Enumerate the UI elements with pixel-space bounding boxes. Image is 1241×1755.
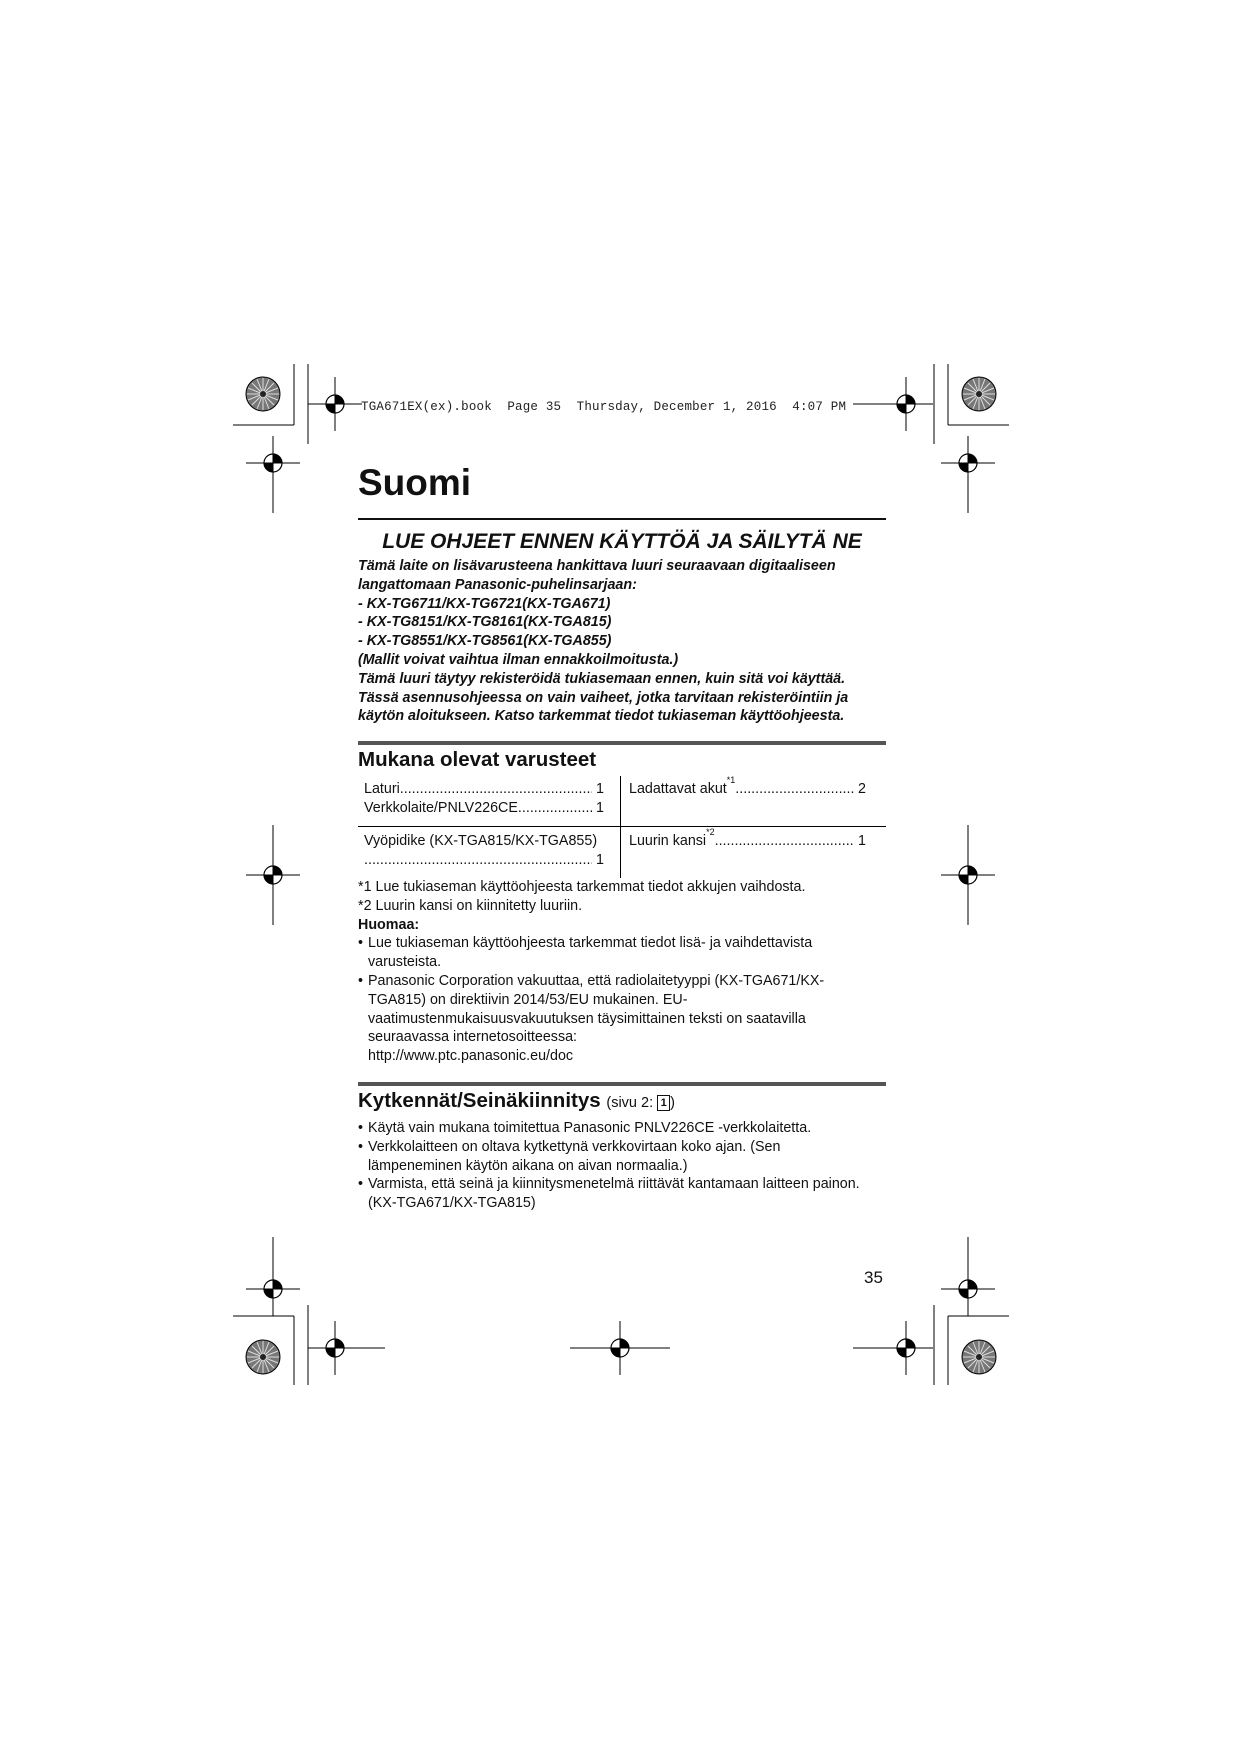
accessory-name: Laturi — [364, 781, 400, 797]
accessory-qty: 1 — [596, 781, 604, 797]
accessory-name: Ladattavat akut — [629, 781, 727, 797]
section-rule — [358, 741, 886, 745]
table-row-divider — [358, 826, 886, 827]
accessory-qty: 1 — [858, 833, 866, 849]
page-number: 35 — [864, 1268, 883, 1287]
intro-line: käytön aloitukseen. Katso tarkemmat tiedot tukiaseman käyttöohjeesta. — [358, 708, 845, 725]
page-title: Suomi — [358, 462, 472, 503]
print-header: TGA671EX(ex).book Page 35 Thursday, December 1, 2016 4:07 PM — [361, 400, 847, 414]
note-bullet: • Lue tukiaseman käyttöohjeesta tarkemmat tiedot lisä- ja vaihdettavista varusteista. — [358, 934, 898, 972]
intro-line: Tämä luuri täytyy rekisteröidä tukiasemaan ennen, kuin sitä voi käyttää. — [358, 670, 846, 687]
table-divider — [620, 776, 621, 878]
page-reference: (sivu 2: 1 ) — [606, 1095, 675, 1111]
accessory-item — [364, 832, 604, 851]
footnote-ref: *2 — [706, 827, 715, 837]
accessory-name: Vyöpidike (KX-TGA815/KX-TGA855) — [364, 833, 598, 849]
warning-heading: LUE OHJEET ENNEN KÄYTTÖÄ JA SÄILYTÄ NE — [382, 530, 862, 553]
connection-bullet: • Käytä vain mukana toimitettua Panasonic PNLV226CE -verkkolaitetta. — [358, 1119, 898, 1138]
connection-bullet: • Varmista, että seinä ja kiinnitysmenetelmä riittävät kantamaan laitteen painon. (KX-TGA671/KX-TGA815) — [358, 1175, 898, 1213]
intro-line: langattomaan Panasonic-puhelinsarjaan: — [358, 576, 637, 593]
accessory-cell — [629, 827, 866, 851]
registration-crosshair-icon — [308, 377, 362, 431]
footnote: *1 Lue tukiaseman käyttöohjeesta tarkemmat tiedot akkujen vaihdosta. — [358, 879, 806, 895]
accessory-name: Luurin kansi — [629, 833, 707, 849]
accessory-qty: 1 — [596, 851, 604, 868]
registration-rosette-icon — [962, 1340, 996, 1374]
accessory-item — [629, 827, 866, 851]
registration-rosette-icon — [246, 377, 280, 411]
figure-number-box: 1 — [657, 1095, 670, 1111]
connections-title: Kytkennät/Seinäkiinnitys (sivu 2: 1 ) — [358, 1089, 675, 1112]
accessory-cell — [629, 775, 866, 799]
accessory-qty: 1 — [596, 799, 604, 816]
intro-line: Tämä laite on lisävarusteena hankittava luuri seuraavaan digitaaliseen — [358, 558, 836, 574]
intro-line: Tässä asennusohjeessa on vain vaiheet, jotka tarvitaan rekisteröintiin ja — [358, 689, 849, 706]
accessory-name: Verkkolaite/PNLV226CE — [364, 799, 518, 816]
footnote: *2 Luurin kansi on kiinnitetty luuriin. — [358, 897, 583, 914]
accessory-cell — [364, 832, 604, 869]
intro-text — [358, 557, 898, 726]
registration-rosette-icon — [962, 377, 996, 411]
accessory-qty: 2 — [858, 781, 866, 797]
accessory-cell — [364, 780, 604, 817]
url-text: http://www.ptc.panasonic.eu/doc — [368, 1048, 574, 1065]
title-rule — [358, 518, 886, 520]
footnote-ref: *1 — [726, 775, 736, 785]
intro-line: - KX-TG8551/KX-TG8561(KX-TGA855) — [358, 633, 612, 650]
accessory-item — [364, 799, 604, 818]
note-label: Huomaa: — [358, 916, 420, 933]
accessory-item — [629, 775, 866, 799]
accessories-notes — [358, 878, 898, 1066]
section-rule — [358, 1082, 886, 1086]
accessory-item — [364, 780, 604, 799]
note-bullet: • Panasonic Corporation vakuuttaa, että radiolaitetyyppi (KX-TGA671/KX- TGA815) on direktiivin 2014/53/EU mukainen. EU- vaatimustenmukaisuusvakuutuksen täysimittainen teksti on saatavilla seuraavassa internetosoitteessa: http://www.ptc.panasonic.eu/doc — [358, 972, 898, 1066]
intro-line: - KX-TG8151/KX-TG8161(KX-TGA815) — [358, 614, 612, 631]
accessories-title: Mukana olevat varusteet — [358, 748, 597, 771]
intro-line: (Mallit voivat vaihtua ilman ennakkoilmoitusta.) — [358, 651, 679, 668]
connection-bullet: • Verkkolaitteen on oltava kytkettynä verkkovirtaan koko ajan. (Sen lämpeneminen käytön aikana on aivan normaalia.) — [358, 1138, 898, 1176]
registration-rosette-icon — [246, 1340, 280, 1374]
intro-line: - KX-TG6711/KX-TG6721(KX-TGA671) — [358, 595, 611, 612]
connections-list — [358, 1119, 898, 1213]
